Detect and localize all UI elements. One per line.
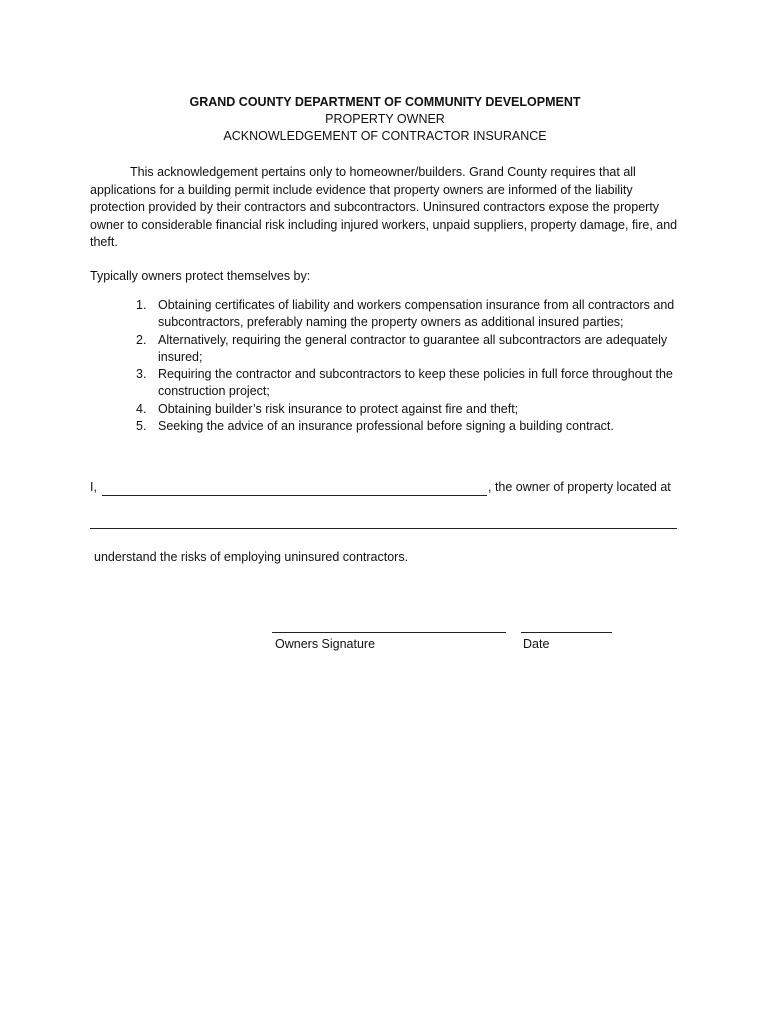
owner-suffix: , the owner of property located at (488, 480, 671, 494)
department-title: GRAND COUNTY DEPARTMENT OF COMMUNITY DEVELOPMENT (189, 95, 581, 109)
list-item (136, 401, 688, 418)
intro-paragraph: This acknowledgement pertains only to homeowner/builders. Grand County requires that all applications for a building permit include evidence that property owners are informed of the liability protection provided by their contractors and subcontractors. Uninsured contractors expose the property owner to considerable financial risk including injured workers, unpaid suppliers, property damage, fire, and theft. (90, 165, 678, 249)
date-label: Date (523, 637, 550, 651)
list-item-number: 5. (136, 419, 147, 434)
list-item-text: Requiring the contractor and subcontractors to keep these policies in full force throughout the construction project; (158, 367, 673, 399)
list-item-number: 2. (136, 332, 147, 347)
form-subtitle: PROPERTY OWNER (325, 112, 445, 126)
owner-name-row (90, 480, 690, 497)
property-address-field[interactable] (90, 528, 677, 529)
owner-prefix: I, (90, 480, 97, 494)
list-item (136, 418, 688, 435)
list-item (136, 366, 688, 401)
list-item-number: 3. (136, 367, 147, 382)
understand-statement: understand the risks of employing uninsured contractors. (94, 550, 409, 564)
list-item-text: Alternatively, requiring the general contractor to guarantee all subcontractors are adequately insured; (158, 332, 668, 364)
date-field[interactable] (521, 632, 612, 633)
list-item-number: 4. (136, 401, 147, 416)
protection-intro: Typically owners protect themselves by: (90, 269, 311, 283)
owner-name-field[interactable] (102, 482, 487, 496)
list-item-text: Obtaining builder’s risk insurance to protect against fire and theft; (158, 401, 519, 416)
list-item-text: Seeking the advice of an insurance professional before signing a building contract. (158, 419, 614, 434)
protection-list (136, 297, 688, 435)
form-title: ACKNOWLEDGEMENT OF CONTRACTOR INSURANCE (223, 129, 547, 143)
signature-field[interactable] (272, 632, 506, 633)
list-item (136, 297, 688, 332)
list-item (136, 332, 688, 367)
list-item-number: 1. (136, 298, 147, 312)
list-item-text: Obtaining certificates of liability and workers compensation insurance from all contractors and subcontractors, preferably naming the property owners as additional insured parties; (158, 298, 675, 330)
signature-label: Owners Signature (275, 637, 376, 651)
